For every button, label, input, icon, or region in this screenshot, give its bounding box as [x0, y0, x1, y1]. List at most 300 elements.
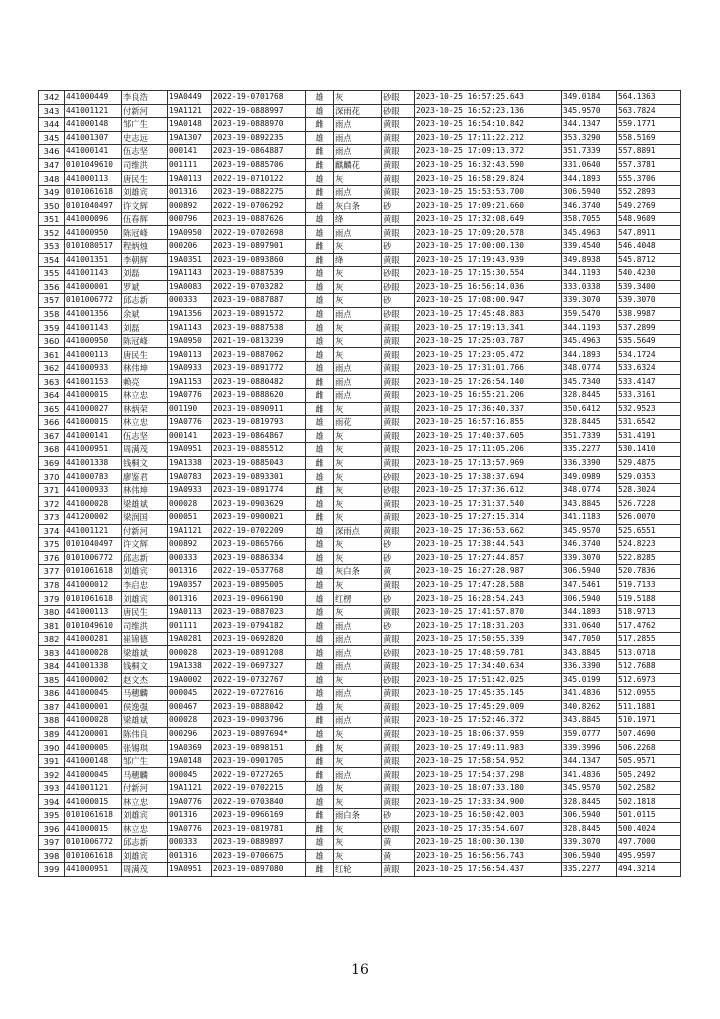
code-cell: 000333: [168, 836, 212, 850]
distance-cell: 345.4963: [562, 334, 617, 348]
sex-cell: 雄: [306, 91, 334, 105]
eye-cell: 黄眼: [382, 253, 415, 267]
speed-cell: 557.3781: [617, 158, 681, 172]
color-cell: 灰: [334, 849, 382, 863]
arrival-time-cell: 2023-10-25 17:34:40.634: [415, 659, 562, 673]
color-cell: 灰: [334, 348, 382, 362]
code-cell: 19A0776: [168, 795, 212, 809]
table-row: [39, 836, 681, 850]
rank-cell: 375: [39, 538, 65, 552]
sex-cell: 雄: [306, 429, 334, 443]
name-cell: 林立忠: [122, 822, 168, 836]
distance-cell: 344.1347: [562, 754, 617, 768]
sex-cell: 雄: [306, 226, 334, 240]
arrival-time-cell: 2023-10-25 17:38:44.543: [415, 538, 562, 552]
distance-cell: 339.3070: [562, 294, 617, 308]
member-id-cell: 441000005: [65, 741, 122, 755]
eye-cell: 黄眼: [382, 754, 415, 768]
rank-cell: 393: [39, 781, 65, 795]
sex-cell: 雌: [306, 822, 334, 836]
ring-number-cell: 2022-19-0697327: [212, 659, 306, 673]
arrival-time-cell: 2023-10-25 17:11:05.206: [415, 443, 562, 457]
arrival-time-cell: 2023-10-25 17:32:08.649: [415, 212, 562, 226]
rank-cell: 392: [39, 768, 65, 782]
speed-cell: 537.2899: [617, 321, 681, 335]
ring-number-cell: 2023-19-0897694*: [212, 727, 306, 741]
rank-cell: 388: [39, 714, 65, 728]
speed-cell: 557.8891: [617, 145, 681, 159]
sex-cell: 雌: [306, 456, 334, 470]
color-cell: 灰: [334, 294, 382, 308]
member-id-cell: 441000045: [65, 768, 122, 782]
name-cell: 司维洪: [122, 619, 168, 633]
rank-cell: 371: [39, 483, 65, 497]
table-row: [39, 158, 681, 172]
code-cell: 19A0351: [168, 253, 212, 267]
arrival-time-cell: 2023-10-25 16:57:25.643: [415, 91, 562, 105]
eye-cell: 黄眼: [382, 226, 415, 240]
member-id-cell: 441000141: [65, 429, 122, 443]
sex-cell: 雄: [306, 836, 334, 850]
rank-cell: 377: [39, 565, 65, 579]
ring-number-cell: 2022-19-0727616: [212, 687, 306, 701]
table-row: [39, 822, 681, 836]
sex-cell: 雌: [306, 754, 334, 768]
member-id-cell: 441001351: [65, 253, 122, 267]
member-id-cell: 441001143: [65, 321, 122, 335]
distance-cell: 344.1193: [562, 267, 617, 281]
rank-cell: 357: [39, 294, 65, 308]
member-id-cell: 0101040497: [65, 199, 122, 213]
table-row: [39, 754, 681, 768]
ring-number-cell: 2023-19-0966169: [212, 808, 306, 822]
eye-cell: 黄眼: [382, 321, 415, 335]
member-id-cell: 441001307: [65, 131, 122, 145]
speed-cell: 517.2855: [617, 632, 681, 646]
arrival-time-cell: 2023-10-25 17:45:48.883: [415, 307, 562, 321]
eye-cell: 砂眼: [382, 470, 415, 484]
table-row: [39, 524, 681, 538]
page-number: 16: [351, 962, 369, 978]
eye-cell: 砂眼: [382, 483, 415, 497]
rank-cell: 399: [39, 863, 65, 877]
arrival-time-cell: 2023-10-25 17:49:11.983: [415, 741, 562, 755]
name-cell: 张锡琪: [122, 741, 168, 755]
rank-cell: 397: [39, 836, 65, 850]
distance-cell: 348.0774: [562, 361, 617, 375]
speed-cell: 539.3070: [617, 294, 681, 308]
eye-cell: 黄眼: [382, 700, 415, 714]
rank-cell: 362: [39, 361, 65, 375]
color-cell: 灰: [334, 510, 382, 524]
name-cell: 司维洪: [122, 158, 168, 172]
color-cell: 灰: [334, 700, 382, 714]
table-row: [39, 226, 681, 240]
color-cell: 灰: [334, 673, 382, 687]
eye-cell: 黄眼: [382, 118, 415, 132]
ring-number-cell: 2023-19-0888620: [212, 389, 306, 403]
sex-cell: 雌: [306, 375, 334, 389]
rank-cell: 355: [39, 267, 65, 281]
ring-number-cell: 2023-19-0864887: [212, 145, 306, 159]
table-row: [39, 104, 681, 118]
sex-cell: 雄: [306, 172, 334, 186]
arrival-time-cell: 2023-10-25 17:26:54.140: [415, 375, 562, 389]
sex-cell: 雄: [306, 334, 334, 348]
name-cell: 李良浩: [122, 91, 168, 105]
eye-cell: 黄眼: [382, 741, 415, 755]
color-cell: 灰: [334, 443, 382, 457]
table-row: [39, 808, 681, 822]
name-cell: 钱桐文: [122, 456, 168, 470]
eye-cell: 黄眼: [382, 687, 415, 701]
sex-cell: 雄: [306, 199, 334, 213]
color-cell: 雨点: [334, 659, 382, 673]
speed-cell: 529.4875: [617, 456, 681, 470]
color-cell: 灰: [334, 240, 382, 254]
speed-cell: 547.8911: [617, 226, 681, 240]
distance-cell: 340.8262: [562, 700, 617, 714]
distance-cell: 341.1183: [562, 510, 617, 524]
table-row: [39, 429, 681, 443]
distance-cell: 336.3390: [562, 659, 617, 673]
color-cell: 深雨点: [334, 524, 382, 538]
ring-number-cell: 2023-19-0890911: [212, 402, 306, 416]
distance-cell: 335.2277: [562, 443, 617, 457]
member-id-cell: 441000113: [65, 172, 122, 186]
name-cell: 邹广生: [122, 118, 168, 132]
name-cell: 刘雄宾: [122, 185, 168, 199]
sex-cell: 雄: [306, 849, 334, 863]
sex-cell: 雄: [306, 443, 334, 457]
color-cell: 雨点: [334, 389, 382, 403]
table-row: [39, 510, 681, 524]
arrival-time-cell: 2023-10-25 17:19:13.341: [415, 321, 562, 335]
speed-cell: 534.1724: [617, 348, 681, 362]
distance-cell: 306.5940: [562, 565, 617, 579]
distance-cell: 306.5940: [562, 592, 617, 606]
code-cell: 19A1121: [168, 104, 212, 118]
arrival-time-cell: 2023-10-25 17:45:29.009: [415, 700, 562, 714]
color-cell: 灰: [334, 91, 382, 105]
member-id-cell: 441000002: [65, 673, 122, 687]
sex-cell: 雌: [306, 483, 334, 497]
member-id-cell: 441000148: [65, 754, 122, 768]
speed-cell: 555.3706: [617, 172, 681, 186]
ring-number-cell: 2022-19-0702209: [212, 524, 306, 538]
distance-cell: 306.5940: [562, 849, 617, 863]
code-cell: 19A1121: [168, 781, 212, 795]
member-id-cell: 441000113: [65, 605, 122, 619]
speed-cell: 511.1881: [617, 700, 681, 714]
speed-cell: 533.4147: [617, 375, 681, 389]
eye-cell: 黄眼: [382, 795, 415, 809]
speed-cell: 502.1818: [617, 795, 681, 809]
code-cell: 001316: [168, 808, 212, 822]
code-cell: 000051: [168, 510, 212, 524]
arrival-time-cell: 2023-10-25 16:56:14.036: [415, 280, 562, 294]
member-id-cell: 0101006772: [65, 836, 122, 850]
name-cell: 邱志新: [122, 551, 168, 565]
eye-cell: 黄眼: [382, 348, 415, 362]
name-cell: 刘雄宾: [122, 592, 168, 606]
eye-cell: 黄眼: [382, 443, 415, 457]
sex-cell: 雄: [306, 578, 334, 592]
ring-number-cell: 2023-19-0882275: [212, 185, 306, 199]
member-id-cell: 0101040497: [65, 538, 122, 552]
code-cell: 000467: [168, 700, 212, 714]
speed-cell: 500.4024: [617, 822, 681, 836]
name-cell: 伍志坚: [122, 429, 168, 443]
ring-number-cell: 2023-19-0692820: [212, 632, 306, 646]
arrival-time-cell: 2023-10-25 18:06:37.959: [415, 727, 562, 741]
member-id-cell: 441000933: [65, 361, 122, 375]
sex-cell: 雌: [306, 510, 334, 524]
table-row: [39, 212, 681, 226]
speed-cell: 502.2582: [617, 781, 681, 795]
name-cell: 余斌: [122, 307, 168, 321]
member-id-cell: 441000015: [65, 416, 122, 430]
arrival-time-cell: 2023-10-25 17:08:00.947: [415, 294, 562, 308]
table-row: [39, 240, 681, 254]
table-row: [39, 700, 681, 714]
distance-cell: 306.5940: [562, 808, 617, 822]
arrival-time-cell: 2023-10-25 17:09:13.372: [415, 145, 562, 159]
rank-cell: 366: [39, 416, 65, 430]
name-cell: 刘雄宾: [122, 565, 168, 579]
code-cell: 19A0776: [168, 822, 212, 836]
speed-cell: 510.1971: [617, 714, 681, 728]
sex-cell: 雄: [306, 131, 334, 145]
speed-cell: 495.9597: [617, 849, 681, 863]
code-cell: 001316: [168, 592, 212, 606]
color-cell: 绛: [334, 253, 382, 267]
table-row: [39, 185, 681, 199]
distance-cell: 306.5940: [562, 185, 617, 199]
eye-cell: 黄眼: [382, 605, 415, 619]
name-cell: 陈冠峰: [122, 226, 168, 240]
rank-cell: 372: [39, 497, 65, 511]
eye-cell: 砂: [382, 538, 415, 552]
sex-cell: 雌: [306, 714, 334, 728]
rank-cell: 359: [39, 321, 65, 335]
sex-cell: 雄: [306, 538, 334, 552]
ring-number-cell: 2023-19-0897080: [212, 863, 306, 877]
distance-cell: 341.4836: [562, 687, 617, 701]
code-cell: 19A0002: [168, 673, 212, 687]
code-cell: 19A1307: [168, 131, 212, 145]
distance-cell: 331.0640: [562, 158, 617, 172]
rank-cell: 354: [39, 253, 65, 267]
name-cell: 伍志坚: [122, 145, 168, 159]
eye-cell: 黄眼: [382, 172, 415, 186]
distance-cell: 344.1893: [562, 605, 617, 619]
distance-cell: 347.7050: [562, 632, 617, 646]
arrival-time-cell: 2023-10-25 17:13:57.969: [415, 456, 562, 470]
rank-cell: 368: [39, 443, 65, 457]
rank-cell: 364: [39, 389, 65, 403]
ring-number-cell: 2022-19-0706292: [212, 199, 306, 213]
ring-number-cell: 2023-19-0966190: [212, 592, 306, 606]
table-row: [39, 118, 681, 132]
code-cell: 19A0083: [168, 280, 212, 294]
name-cell: 唐民生: [122, 172, 168, 186]
speed-cell: 512.0955: [617, 687, 681, 701]
color-cell: 灰: [334, 836, 382, 850]
table-row: [39, 294, 681, 308]
member-id-cell: 441001121: [65, 781, 122, 795]
ring-number-cell: 2023-19-0885512: [212, 443, 306, 457]
speed-cell: 520.7836: [617, 565, 681, 579]
distance-cell: 336.3390: [562, 456, 617, 470]
eye-cell: 黄眼: [382, 212, 415, 226]
eye-cell: 砂眼: [382, 280, 415, 294]
eye-cell: 黄眼: [382, 578, 415, 592]
distance-cell: 346.3740: [562, 199, 617, 213]
rank-cell: 352: [39, 226, 65, 240]
ring-number-cell: 2023-19-0887062: [212, 348, 306, 362]
eye-cell: 黄: [382, 836, 415, 850]
eye-cell: 黄眼: [382, 714, 415, 728]
code-cell: 19A0951: [168, 863, 212, 877]
eye-cell: 黄眼: [382, 158, 415, 172]
sex-cell: 雄: [306, 551, 334, 565]
color-cell: 绛: [334, 212, 382, 226]
name-cell: 梁雄斌: [122, 714, 168, 728]
eye-cell: 黄眼: [382, 781, 415, 795]
sex-cell: 雄: [306, 700, 334, 714]
name-cell: 刘磊: [122, 267, 168, 281]
arrival-time-cell: 2023-10-25 17:27:15.314: [415, 510, 562, 524]
rank-cell: 345: [39, 131, 65, 145]
ring-number-cell: 2022-19-0888997: [212, 104, 306, 118]
arrival-time-cell: 2023-10-25 17:58:54.952: [415, 754, 562, 768]
speed-cell: 533.6324: [617, 361, 681, 375]
name-cell: 付新河: [122, 104, 168, 118]
arrival-time-cell: 2023-10-25 16:52:23.136: [415, 104, 562, 118]
sex-cell: 雄: [306, 524, 334, 538]
member-id-cell: 0101061618: [65, 565, 122, 579]
code-cell: 000206: [168, 240, 212, 254]
distance-cell: 349.0184: [562, 91, 617, 105]
rank-cell: 344: [39, 118, 65, 132]
rank-cell: 358: [39, 307, 65, 321]
table-row: [39, 551, 681, 565]
code-cell: 001316: [168, 185, 212, 199]
eye-cell: 黄眼: [382, 727, 415, 741]
sex-cell: 雄: [306, 497, 334, 511]
sex-cell: 雄: [306, 267, 334, 281]
speed-cell: 528.3024: [617, 483, 681, 497]
ring-number-cell: 2022-19-0702698: [212, 226, 306, 240]
table-row: [39, 416, 681, 430]
sex-cell: 雌: [306, 118, 334, 132]
member-id-cell: 0101006772: [65, 551, 122, 565]
code-cell: 19A0776: [168, 416, 212, 430]
rank-cell: 383: [39, 646, 65, 660]
code-cell: 19A0933: [168, 361, 212, 375]
arrival-time-cell: 2023-10-25 17:45:35.145: [415, 687, 562, 701]
color-cell: 雨点: [334, 145, 382, 159]
sex-cell: 雄: [306, 294, 334, 308]
sex-cell: 雄: [306, 348, 334, 362]
distance-cell: 339.3070: [562, 836, 617, 850]
table-row: [39, 334, 681, 348]
eye-cell: 黄眼: [382, 334, 415, 348]
eye-cell: 砂: [382, 808, 415, 822]
distance-cell: 343.8845: [562, 646, 617, 660]
speed-cell: 548.9609: [617, 212, 681, 226]
member-id-cell: 441000001: [65, 700, 122, 714]
code-cell: 19A0357: [168, 578, 212, 592]
arrival-time-cell: 2023-10-25 17:31:37.540: [415, 497, 562, 511]
eye-cell: 黄眼: [382, 416, 415, 430]
color-cell: 灰: [334, 172, 382, 186]
code-cell: 19A1338: [168, 456, 212, 470]
code-cell: 19A0950: [168, 334, 212, 348]
color-cell: 雨点: [334, 619, 382, 633]
ring-number-cell: 2023-19-0889897: [212, 836, 306, 850]
eye-cell: 黄眼: [382, 185, 415, 199]
color-cell: 灰: [334, 538, 382, 552]
eye-cell: 黄眼: [382, 863, 415, 877]
rank-cell: 376: [39, 551, 65, 565]
speed-cell: 540.4230: [617, 267, 681, 281]
distance-cell: 344.1193: [562, 321, 617, 335]
ring-number-cell: 2022-19-0537768: [212, 565, 306, 579]
speed-cell: 524.8223: [617, 538, 681, 552]
table-row: [39, 91, 681, 105]
table-row: [39, 131, 681, 145]
eye-cell: 黄眼: [382, 524, 415, 538]
name-cell: 伍春辉: [122, 212, 168, 226]
name-cell: 周满茂: [122, 443, 168, 457]
color-cell: 灰: [334, 741, 382, 755]
speed-cell: 513.0718: [617, 646, 681, 660]
name-cell: 梁雄斌: [122, 646, 168, 660]
speed-cell: 531.4191: [617, 429, 681, 443]
arrival-time-cell: 2023-10-25 17:56:54.437: [415, 863, 562, 877]
sex-cell: 雌: [306, 741, 334, 755]
distance-cell: 344.1893: [562, 348, 617, 362]
color-cell: 麒麟花: [334, 158, 382, 172]
ring-number-cell: 2023-19-0892235: [212, 131, 306, 145]
color-cell: 灰白条: [334, 199, 382, 213]
color-cell: 雨点: [334, 185, 382, 199]
name-cell: 付新河: [122, 781, 168, 795]
ring-number-cell: 2023-19-0886334: [212, 551, 306, 565]
distance-cell: 359.5470: [562, 307, 617, 321]
rank-cell: 351: [39, 212, 65, 226]
member-id-cell: 441000281: [65, 632, 122, 646]
distance-cell: 347.5461: [562, 578, 617, 592]
table-row: [39, 795, 681, 809]
code-cell: 001316: [168, 849, 212, 863]
speed-cell: 512.7688: [617, 659, 681, 673]
distance-cell: 349.0989: [562, 470, 617, 484]
arrival-time-cell: 2023-10-25 18:07:33.180: [415, 781, 562, 795]
member-id-cell: 0101080517: [65, 240, 122, 254]
table-row: [39, 863, 681, 877]
table-row: [39, 443, 681, 457]
name-cell: 林立忠: [122, 416, 168, 430]
sex-cell: 雄: [306, 280, 334, 294]
ring-number-cell: 2023-19-0864867: [212, 429, 306, 443]
table-row: [39, 348, 681, 362]
member-id-cell: 441000001: [65, 280, 122, 294]
eye-cell: 黄眼: [382, 510, 415, 524]
arrival-time-cell: 2023-10-25 16:28:54.243: [415, 592, 562, 606]
